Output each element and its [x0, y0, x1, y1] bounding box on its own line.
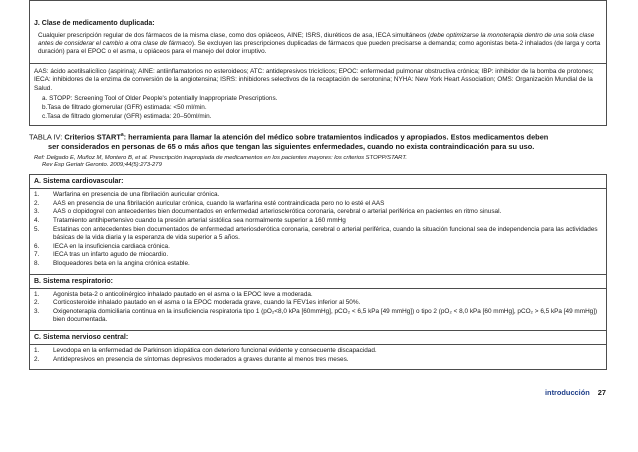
item-text: Estatinas con antecedentes bien documentados de enfermedad arteriosderótica coronaria, cerebral o arterial periférica, cuando la situación funcional sea de independencia para las actividades básicas de la vida diaria y la esperanza de vida superior a 5 años.: [53, 225, 598, 242]
list-item: [34, 299, 602, 308]
section-j-body-italic: debe optimizarse la monoterapia dentro de una sola clase antes de considerar el cambio a otra clase de fármaco: [38, 32, 595, 48]
item-number: 2.: [34, 355, 40, 363]
item-number: 8.: [34, 259, 40, 267]
item-text: Oxigenoterapia domiciliaria continua en la insuficiencia respiratoria tipo 1 (pO₂<8,0 kPa [60mmHg], pCO₂ < 6,5 kPa [49 mmHg]) o tipo 2 (pO₂ < 8,0 kPa [60 mmHg], pCO₂ > 6,5 kPa [49 mmHg]) bien documentada.: [53, 307, 598, 324]
section-title: B. Sistema respiratorio:: [30, 275, 606, 289]
item-number: 1.: [34, 290, 40, 298]
section-j-body-b: ). Se excluyen las prescripciones duplicadas de fármacos que pueden precisarse a demanda; como agonistas beta-2 inhalados (de larga y corta duración) para el EPOC o el asma, u opiáceos para el manejo del dolor irruptivo.: [38, 40, 601, 56]
list-item: [34, 243, 602, 252]
list-item: [34, 291, 602, 300]
footnotes-list: [30, 95, 606, 125]
document-page: [29, 0, 607, 370]
list-item: [34, 200, 602, 209]
list-item: [34, 308, 602, 325]
item-number: 2.: [34, 199, 40, 207]
item-number: 4.: [34, 217, 40, 225]
stopp-section-j-box: [29, 0, 607, 64]
item-text: Bloqueadores beta en la angina crónica estable.: [53, 259, 190, 267]
section-respiratorio: [29, 275, 607, 331]
table-title-sup: a: [120, 132, 124, 139]
item-number: 1.: [34, 346, 40, 354]
item-text: IECA en la insuficiencia cardiaca crónica.: [53, 242, 170, 250]
list-item: [34, 260, 602, 269]
section-nervioso-central: [29, 331, 607, 370]
reference: [34, 155, 607, 170]
item-number: 3.: [34, 208, 40, 216]
item-number: 7.: [34, 251, 40, 259]
list-item: [34, 347, 602, 356]
item-text: Agonista beta-2 o anticolinérgico inhalado pautado en el asma o la EPOC leve a moderada.: [53, 290, 313, 298]
page-number: 27: [597, 388, 606, 397]
start-criteria-table: [29, 174, 607, 370]
section-j-body-a: Cualquier prescripción regular de dos fármacos de la misma clase, como dos opiáceos, AINE; ISRS, diuréticos de asa, IECA simultáneos (: [38, 32, 431, 39]
list-item: [34, 356, 602, 365]
section-items: [30, 289, 606, 330]
reference-line-2: Rev Esp Geriatr Geronto. 2009;44(5):273-279: [42, 161, 162, 168]
reference-line-1: Ref: Delgado E, Muñoz M, Montero B, et al. Prescripción inapropiada de medicamentos en los pacientes mayores: los criterios STOPP/START.: [34, 154, 408, 161]
item-text: Antidepresivos en presencia de síntomas depresivos moderados a graves durante al menos tres meses.: [53, 355, 349, 363]
section-j-body: [30, 32, 606, 63]
item-number: 2.: [34, 299, 40, 307]
item-number: 5.: [34, 225, 40, 233]
section-cardiovascular: [29, 174, 607, 274]
section-title: C. Sistema nervioso central:: [30, 331, 606, 345]
item-text: IECA tras un infarto agudo de miocardio.: [53, 251, 169, 259]
table-title-bold-a: Criterios START: [64, 132, 121, 142]
section-items: [30, 189, 606, 273]
item-text: Corticosteroide inhalado pautado en el asma o la EPOC moderada grave, cuando la FEV1es inferior al 50%.: [53, 299, 361, 307]
list-item: [34, 217, 602, 226]
item-text: Levodopa en la enfermedad de Parkinson idiopática con deterioro funcional evidente y consecuente discapacidad.: [53, 346, 377, 354]
item-text: Tratamiento antihipertensivo cuando la presión arterial sistólica sea normalmente superior a 160 mmHg: [53, 217, 346, 225]
list-item: [34, 226, 602, 243]
item-number: 3.: [34, 307, 40, 315]
footnote-a: a. STOPP: Screening Tool of Older People's potentially Inappropriate Prescriptions.: [42, 95, 278, 103]
footnote-c: c.Tasa de filtrado glomerular (GFR) estimada: 20–50ml/min.: [42, 112, 212, 120]
item-text: AAS o clopidogrel con antecedentes bien documentados en enfermedad arteriosclerótica coronaria, cerebral o arterial periférica en pacientes en ritmo sinusal.: [53, 208, 502, 216]
table-label: TABLA IV:: [29, 132, 65, 142]
section-title: A. Sistema cardiovascular:: [30, 175, 606, 189]
list-item: [34, 208, 602, 217]
page-footer: [545, 388, 606, 397]
abbreviations-box: [29, 64, 607, 127]
list-item: [34, 191, 602, 200]
item-text: Warfarina en presencia de una fibrilación auricular crónica.: [53, 191, 220, 199]
list-item: [34, 251, 602, 260]
table-title-continuation: ser considerados en personas de 65 o más años que tengan las siguientes enfermedades, cuando no exista contraindicación para su uso.: [48, 142, 535, 152]
section-items: [30, 345, 606, 369]
abbreviations-text: AAS: ácido acetilsalicílico (aspirina); AINE: antiinflamatorios no esteroideos; ATC: antidepresivos tricíclicos; EPOC: enfermedad pulmonar obstructiva crónica; IBP: inhibidor de la bomba de protones; IECA: inhibidores de la enzima de conversión de la angiotensina; ISRS: inhibidores selectivos de la recaptación de serotonina; NYHA: New York Heart Association; OMS: Organización Mundial de la Salud.: [34, 67, 594, 92]
item-number: 6.: [34, 242, 40, 250]
table-title: [29, 131, 607, 151]
section-j-title: J. Clase de medicamento duplicada:: [34, 20, 155, 27]
table-title-bold-b: : herramienta para llamar la atención del médico sobre tratamientos indicados y apropiados. Estos medicamentos deben: [123, 132, 549, 142]
item-text: AAS en presencia de una fibrilación auricular crónica, cuando la warfarina esté contraindicada pero no lo esté el AAS: [53, 199, 385, 207]
footnote-b: b.Tasa de filtrado glomerular (GFR) estimada: <50 ml/min.: [42, 103, 207, 111]
item-number: 1.: [34, 191, 40, 199]
footer-section: introducción: [545, 388, 590, 397]
